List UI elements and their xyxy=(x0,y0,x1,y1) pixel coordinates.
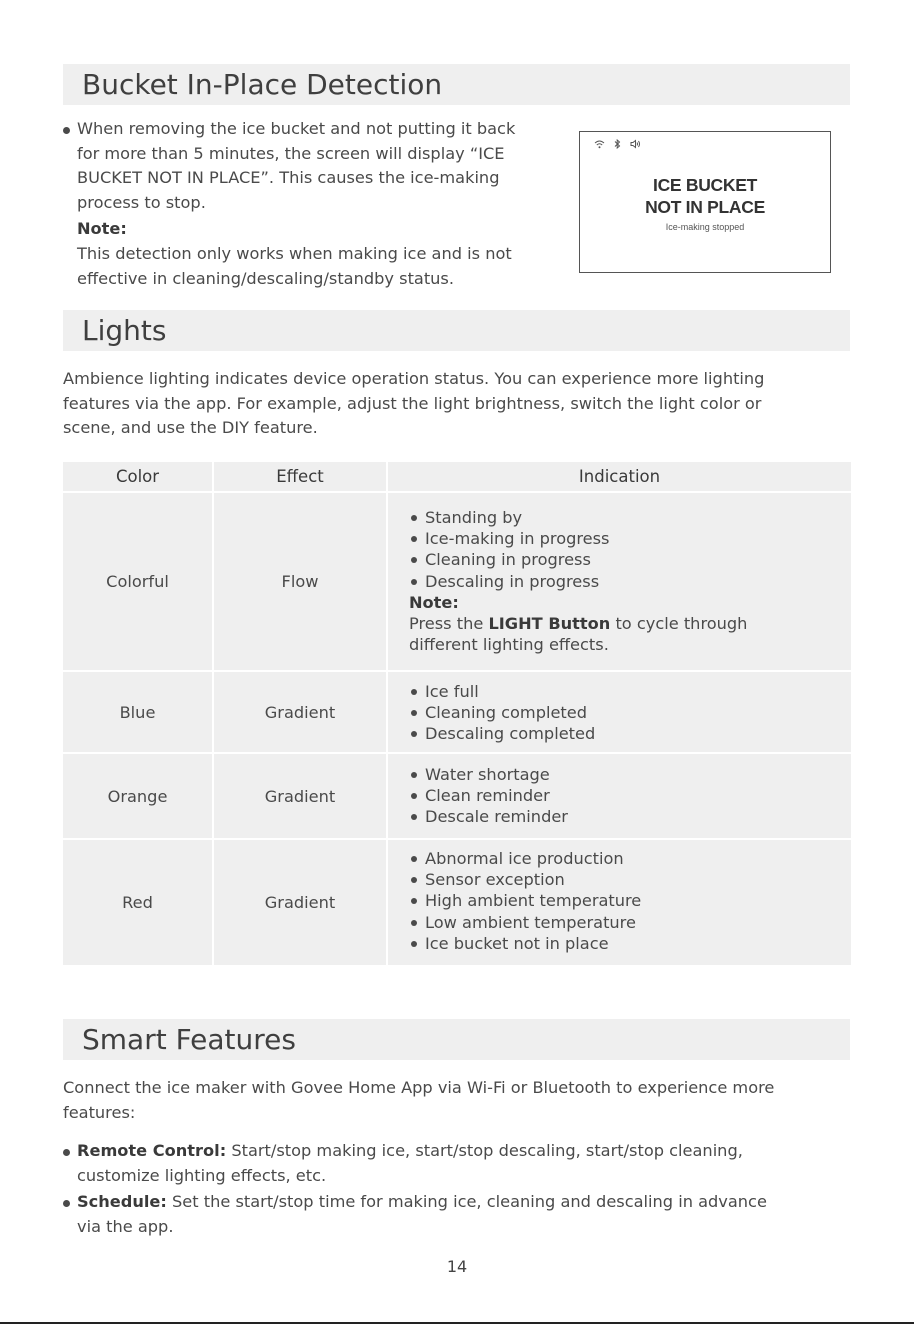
header-indication: Indication xyxy=(388,462,851,491)
list-item: High ambient temperature xyxy=(409,890,851,911)
screen-line-2: NOT IN PLACE xyxy=(645,197,765,217)
cell-effect: Flow xyxy=(214,493,386,670)
bullet-dot-icon xyxy=(411,710,417,716)
bullet-dot-icon xyxy=(411,579,417,585)
header-effect: Effect xyxy=(214,462,386,491)
list-item: Abnormal ice production xyxy=(409,848,851,869)
bucket-note-label: Note: xyxy=(77,219,127,239)
light-button-label: LIGHT Button xyxy=(488,614,611,634)
cell-color: Blue xyxy=(63,672,212,752)
smart-line: Connect the ice maker with Govee Home App via Wi-Fi or Bluetooth to experience more xyxy=(63,1078,775,1097)
bucket-bullet xyxy=(63,117,573,291)
display-screen-illustration xyxy=(579,131,831,273)
table-row xyxy=(63,493,851,670)
list-item: Clean reminder xyxy=(409,785,851,806)
cell-color: Orange xyxy=(63,754,212,838)
table-header-row xyxy=(63,462,851,491)
bucket-note-line: This detection only works when making ice and is not xyxy=(77,243,512,263)
bucket-line: for more than 5 minutes, the screen will display “ICE xyxy=(77,143,505,163)
bullet-dot-icon xyxy=(411,898,417,904)
bucket-line: process to stop. xyxy=(77,192,206,212)
bullet-dot-icon xyxy=(411,515,417,521)
lights-line: features via the app. For example, adjust the light brightness, switch the light color or xyxy=(63,393,762,413)
cell-effect: Gradient xyxy=(214,754,386,838)
bullet-dot-icon xyxy=(411,557,417,563)
indication-list xyxy=(388,840,851,954)
list-item: Cleaning completed xyxy=(409,702,851,723)
bucket-line: When removing the ice bucket and not putting it back xyxy=(77,119,516,138)
row-note-line: Press the LIGHT Button to cycle through xyxy=(409,614,748,634)
lights-line: Ambience lighting indicates device operation status. You can experience more lighting xyxy=(63,369,765,388)
screen-subtext: Ice-making stopped xyxy=(665,222,745,232)
smart-description xyxy=(63,1076,853,1125)
page-number: 14 xyxy=(446,1257,468,1276)
lights-description xyxy=(63,367,853,441)
bullet-dot-icon xyxy=(411,536,417,542)
status-icons xyxy=(594,139,641,152)
wifi-icon xyxy=(594,141,614,152)
section-title-smart-features: Smart Features xyxy=(63,1019,850,1060)
indication-list xyxy=(388,493,851,655)
list-item: Sensor exception xyxy=(409,869,851,890)
cell-indication xyxy=(388,840,851,965)
list-item: Schedule: Set the start/stop time for making ice, cleaning and descaling in advance via the app. xyxy=(63,1190,853,1239)
bullet-dot-icon xyxy=(411,877,417,883)
indication-list xyxy=(388,754,851,828)
bullet-dot-icon xyxy=(63,1149,70,1156)
list-item: Descale reminder xyxy=(409,806,851,827)
list-item: Ice bucket not in place xyxy=(409,933,851,954)
bullet-dot-icon xyxy=(63,127,70,134)
lights-table xyxy=(63,462,851,953)
bullet-dot-icon xyxy=(411,772,417,778)
list-item: Ice full xyxy=(409,681,851,702)
bullet-dot-icon xyxy=(411,814,417,820)
cell-effect: Gradient xyxy=(214,672,386,752)
cell-effect: Gradient xyxy=(214,840,386,965)
bucket-note-line: effective in cleaning/descaling/standby status. xyxy=(77,268,455,288)
list-item: Cleaning in progress xyxy=(409,549,851,570)
cell-indication xyxy=(388,493,851,670)
bullet-dot-icon xyxy=(411,941,417,947)
lights-line: scene, and use the DIY feature. xyxy=(63,418,318,438)
row-note-label: Note: xyxy=(409,592,459,612)
list-item: Descaling completed xyxy=(409,723,851,744)
table-row xyxy=(63,672,851,752)
bullet-dot-icon xyxy=(411,920,417,926)
row-note-line: different lighting effects. xyxy=(409,635,609,655)
feature-label: Schedule: xyxy=(77,1192,167,1212)
bullet-dot-icon xyxy=(63,1200,70,1207)
bullet-dot-icon xyxy=(411,856,417,862)
cell-indication xyxy=(388,754,851,838)
list-item: Descaling in progress xyxy=(409,571,851,592)
list-item: Standing by xyxy=(409,507,851,528)
section-title-bucket-detection: Bucket In-Place Detection xyxy=(63,64,850,105)
bucket-line: BUCKET NOT IN PLACE”. This causes the ice-making xyxy=(77,168,500,188)
bucket-description xyxy=(63,117,573,291)
list-item: Water shortage xyxy=(409,764,851,785)
header-color: Color xyxy=(63,462,212,491)
bullet-dot-icon xyxy=(411,689,417,695)
table-row xyxy=(63,840,851,965)
smart-line: features: xyxy=(63,1102,136,1122)
speaker-icon xyxy=(630,141,641,152)
smart-feature-list xyxy=(63,1139,853,1239)
indication-list xyxy=(388,672,851,745)
bluetooth-icon xyxy=(614,141,630,152)
cell-indication xyxy=(388,672,851,752)
feature-label: Remote Control: xyxy=(77,1141,227,1160)
table-row xyxy=(63,754,851,838)
list-item: Remote Control: Start/stop making ice, start/stop descaling, start/stop cleaning, customize lighting effects, etc. xyxy=(63,1139,853,1188)
screen-line-1: ICE BUCKET xyxy=(653,175,757,195)
section-title-lights: Lights xyxy=(63,310,850,351)
list-item: Low ambient temperature xyxy=(409,912,851,933)
list-item: Ice-making in progress xyxy=(409,528,851,549)
bullet-dot-icon xyxy=(411,731,417,737)
cell-color: Colorful xyxy=(63,493,212,670)
cell-color: Red xyxy=(63,840,212,965)
bullet-dot-icon xyxy=(411,793,417,799)
